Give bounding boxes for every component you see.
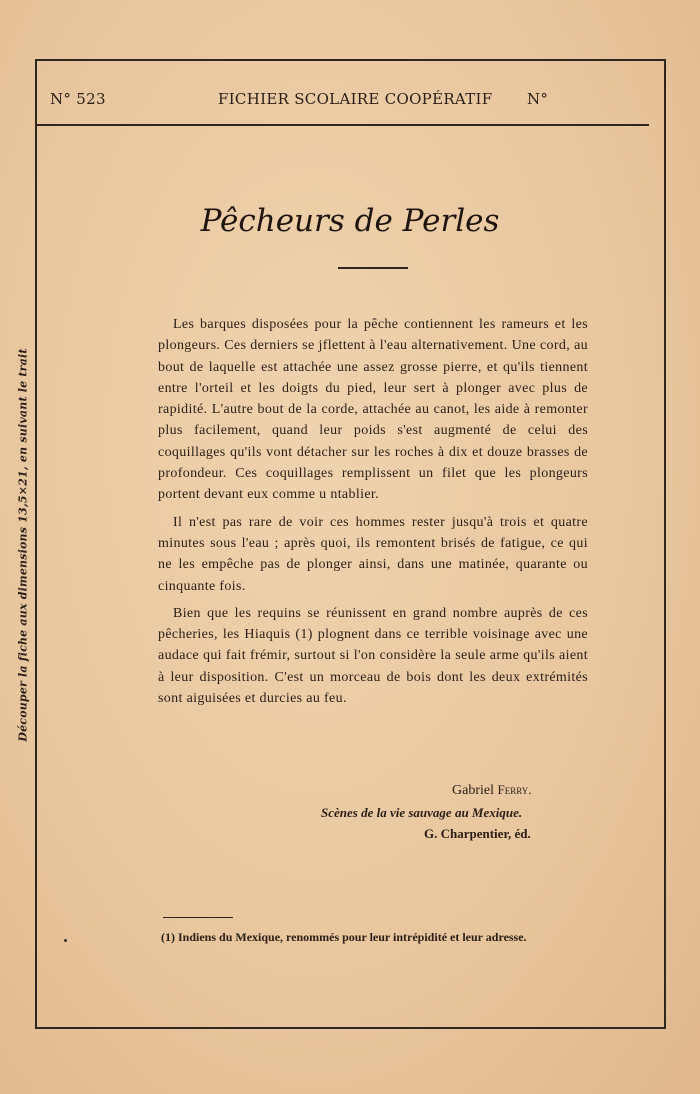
margin-dot <box>64 939 67 942</box>
footnote-divider <box>163 917 233 918</box>
header-divider <box>37 124 649 126</box>
article-body <box>158 314 588 715</box>
paragraph: Bien que les requins se réunissent en grand nombre auprès de ces pêcheries, les Hiaquis (1) plognent dans ce terrible voisinage avec une audace qui fait frémir, surtout si l'on considère la seule arme qu'ils aient à leur disposition. C'est un morceau de bois dont les deux extrémités sont aiguisées et durcies au feu. <box>158 605 588 707</box>
cutting-instruction: Découper la fiche aux dimensions 13,5×21, en suivant le trait <box>16 348 30 742</box>
number-label: N° <box>527 90 549 108</box>
title-divider <box>338 267 408 269</box>
author-last-name: Ferry. <box>497 782 532 797</box>
collection-title: FICHIER SCOLAIRE COOPÉRATIF <box>218 90 493 108</box>
paragraph: Il n'est pas rare de voir ces hommes rester jusqu'à trois et quatre minutes sous l'eau ; après quoi, ils remontent brisés de fatigue, ce qui ne les empêche pas de plonger ainsi, dans une matinée, quarante ou cinquante fois. <box>158 514 588 594</box>
footnote: (1) Indiens du Mexique, renommés pour leur intrépidité et leur adresse. <box>161 930 527 944</box>
publisher: G. Charpentier, éd. <box>424 826 531 841</box>
page-title: Pêcheurs de Perles <box>200 203 500 239</box>
author-first-name: Gabriel <box>452 783 498 798</box>
author-name <box>452 782 531 799</box>
paragraph: Les barques disposées pour la pêche contiennent les rameurs et les plongeurs. Ces derniers se jflettent à l'eau alternativement. Une cord, au bout de laquelle est attachée une assez grosse pierre, et qu'ils tiennent entre l'orteil et les doigts du pied, leur sert à plonger avec plus de rapidité. L'autre bout de la corde, attachée au canot, les aide à remonter plus facilement, quand leur poids s'est augmenté de celui des coquillages qu'ils vont détacher sur les roches à dix et douze brasses de profondeur. Ces coquillages remplissent un filet que les plongeurs portent devant eux comme u ntablier. <box>158 317 588 503</box>
source-book: Scènes de la vie sauvage au Mexique. <box>321 805 523 820</box>
card-number: N° 523 <box>50 90 106 108</box>
